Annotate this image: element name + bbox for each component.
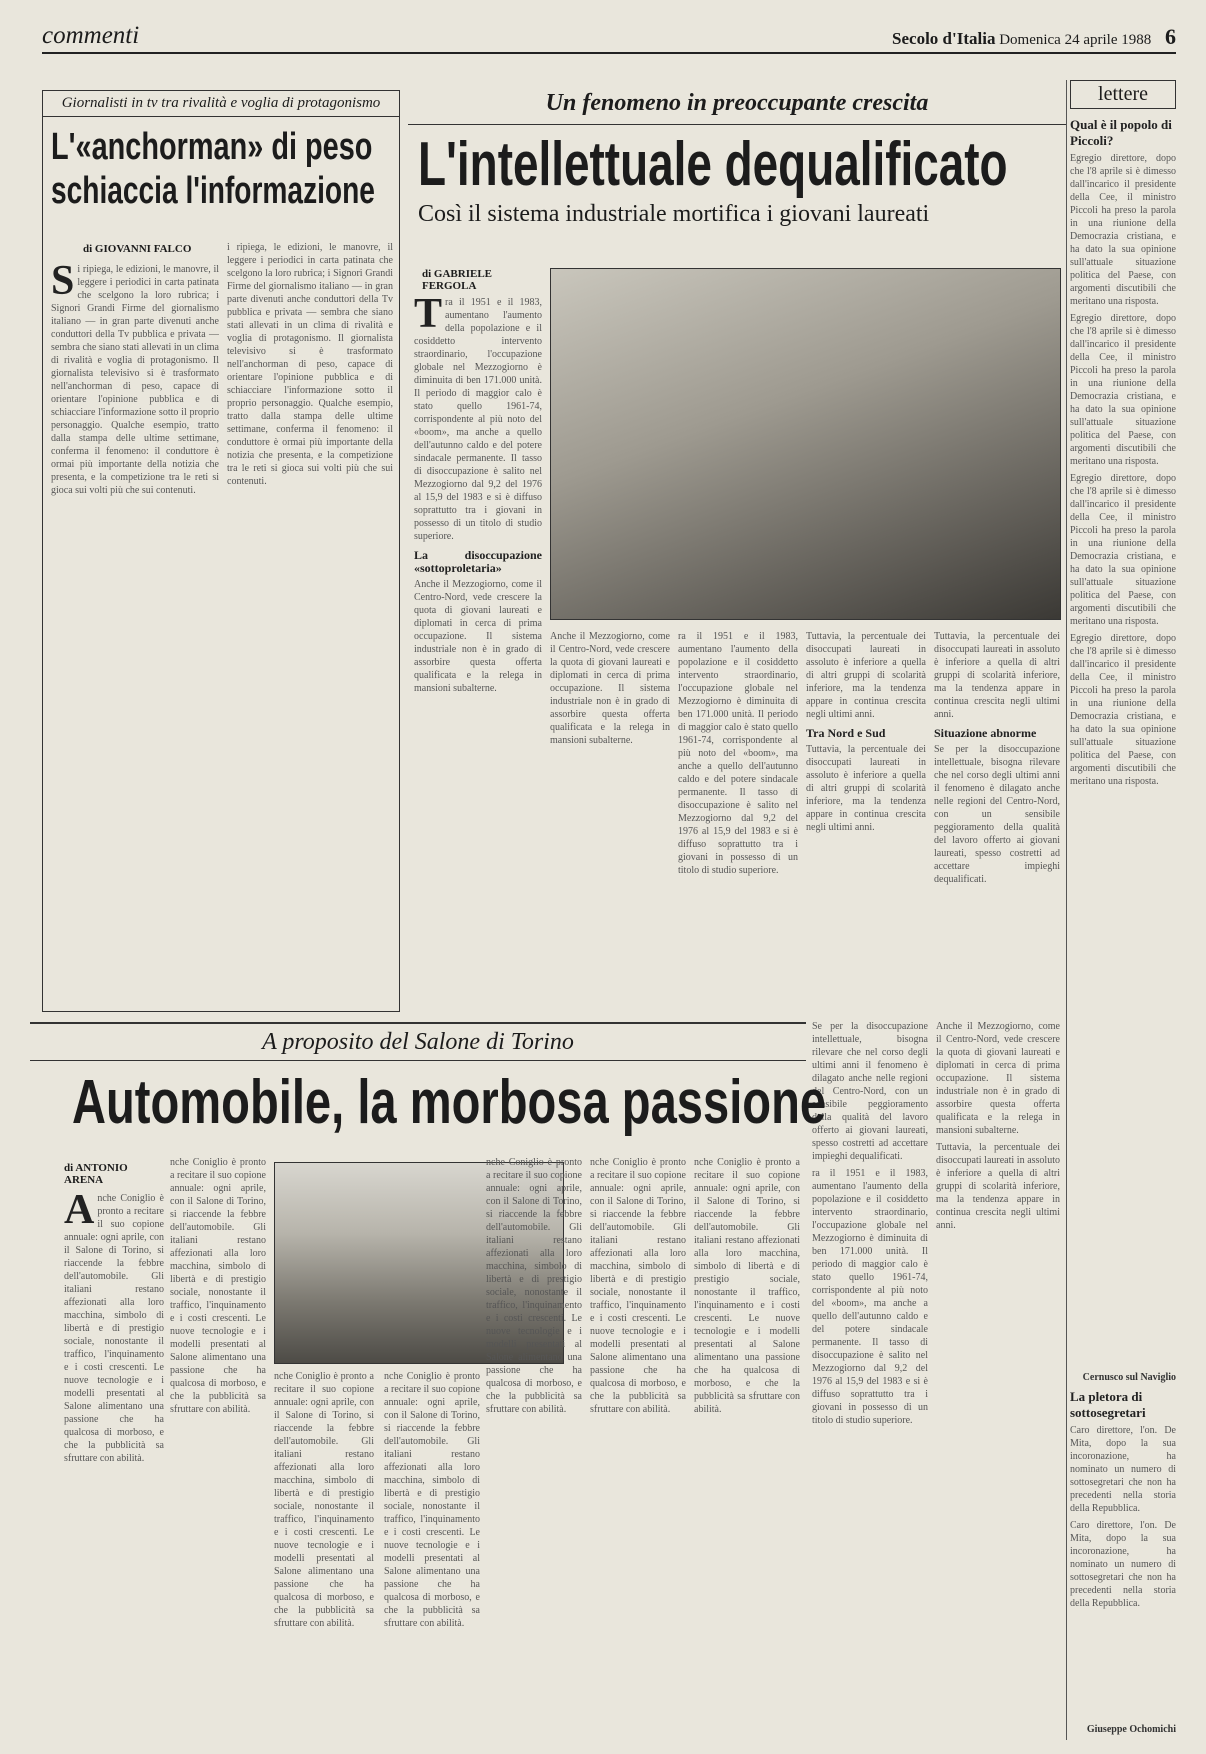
main-text-col4 [806, 630, 926, 1000]
main-subhead-3: Situazione abnorme [934, 726, 1037, 740]
left-title-line1: L'«anchorman» di peso [51, 126, 373, 168]
letters-divider [1066, 80, 1067, 1740]
left-article [42, 90, 400, 1012]
main-body: ra il 1951 e il 1983, aumentano l'aumento della popolazione e il cosiddetto intervento straordinario, l'occupazione globale nel Mezzogiorno è diminuita di ben 171.000 unità. Il periodo di maggior calo è stato quello 1961-74, corrispondente al più noto del «boom», ma anche a quello dell'autunno caldo e del potere sindacale permanente. Il tasso di disoccupazione è salito nel Mezzogiorno dal 9,2 del 1976 al 15,9 del 1983 e si è diffuso soprattutto tra i giovani in possesso di un titolo di studio superiore. [414, 297, 542, 542]
bottom-body-7: nche Coniglio è pronto a recitare il suo copione annuale: ogni aprile, con il Salone di Torino, si riaccende la febbre dell'automobile. Gli italiani restano affezionati alla loro macchina, simbolo di libertà e di prestigio sociale, nonostante il traffico, l'inquinamento e i costi crescenti. Le nuove tecnologie e i modelli presentati al Salone alimentano una passione che ha qualcosa di morboso, e che la pubblicità sa sfruttare con abilità. [694, 1157, 800, 1415]
main-body-6: Se per la disoccupazione intellettuale, bisogna rilevare che nel corso degli ultimi anni il fenomeno è dilagato anche nelle regioni del Centro-Nord, con un sensibile peggioramento della qualità del lavoro offerto ai giovani laureati, spesso costretti ad accettare impieghi dequalificati. [812, 1021, 928, 1162]
main-body-7b: Tuttavia, la percentuale dei disoccupati laureati in assoluto è inferiore a quella di altri gruppi di scolarità inferiore, ma la tendenza appare in continua crescita negli ultimi anni. [936, 1142, 1060, 1231]
bottom-title: Automobile, la morbosa passione [72, 1068, 827, 1137]
main-subhead-1: La disoccupazione «sottoproletaria» [414, 548, 542, 575]
bottom-text-col3 [274, 1370, 374, 1712]
bottom-dropcap: A [64, 1192, 95, 1233]
main-body-5: Tuttavia, la percentuale dei disoccupati laureati in assoluto è inferiore a quella di altri gruppi di scolarità inferiore, ma la tendenza appare in continua crescita negli ultimi anni. [934, 631, 1060, 720]
left-byline: di GIOVANNI FALCO [83, 243, 192, 255]
letters-body-2b: Caro direttore, l'on. De Mita, dopo la sua incoronazione, ha nominato un numero di sottosegretari che non ha precedenti nella storia della Repubblica. [1070, 1520, 1176, 1609]
main-text-col7 [936, 1020, 1060, 1720]
main-body-7: Anche il Mezzogiorno, come il Centro-Nord, vede crescere la quota di giovani laureati e diplomati in cerca di prima occupazione. Il sistema industriale non è in grado di assorbire questa offerta qualificata e la relega in mansioni subalterne. [936, 1021, 1060, 1136]
main-text-col5 [934, 630, 1060, 1000]
letters-text-1 [1070, 152, 1176, 1372]
main-body-6b: ra il 1951 e il 1983, aumentano l'aumento della popolazione e il cosiddetto intervento straordinario, l'occupazione globale nel Mezzogiorno è diminuita di ben 171.000 unità. Il periodo di maggior calo è stato quello 1961-74, corrispondente al più noto del «boom», ma anche a quello dell'autunno caldo e del potere sindacale permanente. Il tasso di disoccupazione è salito nel Mezzogiorno dal 9,2 del 1976 al 15,9 del 1983 e si è diffuso soprattutto tra i giovani in possesso di un titolo di studio superiore. [812, 1168, 928, 1426]
section-name: commenti [42, 22, 140, 49]
main-body-3: ra il 1951 e il 1983, aumentano l'aumento della popolazione e il cosiddetto intervento straordinario, l'occupazione globale nel Mezzogiorno è diminuita di ben 171.000 unità. Il periodo di maggior calo è stato quello 1961-74, corrispondente al più noto del «boom», ma anche a quello dell'autunno caldo e del potere sindacale permanente. Il tasso di disoccupazione è salito nel Mezzogiorno dal 9,2 del 1976 al 15,9 del 1983 e si è diffuso soprattutto tra i giovani in possesso di un titolo di studio superiore. [678, 631, 798, 876]
paper-name: Secolo d'Italia [892, 29, 996, 48]
letters-title-2: La pletora di sottosegretari [1070, 1389, 1146, 1420]
left-text-col2 [227, 241, 393, 1001]
office-photo [550, 268, 1061, 620]
main-text-col2 [550, 630, 670, 1000]
main-title: L'intellettuale dequalificato [418, 130, 1008, 199]
bottom-body-5: nche Coniglio è pronto a recitare il suo copione annuale: ogni aprile, con il Salone di Torino, si riaccende la febbre dell'automobile. Gli italiani restano affezionati alla loro macchina, simbolo di libertà e di prestigio sociale, nonostante il traffico, l'inquinamento e i costi crescenti. Le nuove tecnologie e i modelli presentati al Salone alimentano una passione che ha qualcosa di morboso, e che la pubblicità sa sfruttare con abilità. [486, 1157, 582, 1415]
left-dropcap: S [51, 263, 75, 304]
left-kicker: Giornalisti in tv tra rivalità e voglia di protagonismo [43, 91, 399, 117]
main-dropcap: T [414, 296, 443, 337]
main-body-2: Anche il Mezzogiorno, come il Centro-Nord, vede crescere la quota di giovani laureati e diplomati in cerca di prima occupazione. Il sistema industriale non è in grado di assorbire questa offerta qualificata e la relega in mansioni subalterne. [414, 579, 542, 694]
bottom-text-col4 [384, 1370, 480, 1712]
left-title-line2: schiaccia l'informazione [51, 170, 375, 212]
main-text-col6 [812, 1020, 928, 1720]
header-info [892, 24, 1176, 50]
bottom-text-col5 [486, 1156, 582, 1712]
letters-body-1b: Egregio direttore, dopo che l'8 aprile si è dimesso dall'incarico il presidente della Cee, il ministro Piccoli ha preso la parola in una riunione della Democrazia cristiana, e ha dato la sua opinione sull'attuale situazione politica del Paese, con argomenti discutibili che meritano una risposta. [1070, 313, 1176, 467]
bottom-body-2: nche Coniglio è pronto a recitare il suo copione annuale: ogni aprile, con il Salone di Torino, si riaccende la febbre dell'automobile. Gli italiani restano affezionati alla loro macchina, simbolo di libertà e di prestigio sociale, nonostante il traffico, l'inquinamento e i costi crescenti. Le nuove tecnologie e i modelli presentati al Salone alimentano una passione che ha qualcosa di morboso, e che la pubblicità sa sfruttare con abilità. [170, 1157, 266, 1415]
main-kicker: Un fenomeno in preoccupante crescita [408, 90, 1066, 125]
main-byline: di GABRIELE FERGOLA [422, 268, 492, 292]
letters-tag: lettere [1070, 80, 1176, 109]
letters-column [1070, 80, 1176, 1740]
bottom-body: nche Coniglio è pronto a recitare il suo copione annuale: ogni aprile, con il Salone di Torino, si riaccende la febbre dell'automobile. Gli italiani restano affezionati alla loro macchina, simbolo di libertà e di prestigio sociale, nonostante il traffico, l'inquinamento e i costi crescenti. Le nuove tecnologie e i modelli presentati al Salone alimentano una passione che ha qualcosa di morboso, e che la pubblicità sa sfruttare con abilità. [64, 1193, 164, 1464]
issue-date: Domenica 24 aprile 1988 [999, 32, 1152, 48]
left-text-col1 [51, 263, 219, 1003]
letters-text-2 [1070, 1424, 1176, 1724]
page-header [42, 18, 1176, 54]
main-body-4b: Tuttavia, la percentuale dei disoccupati laureati in assoluto è inferiore a quella di altri gruppi di scolarità inferiore, ma la tendenza appare in continua crescita negli ultimi anni. [806, 744, 926, 833]
letters-body-2: Caro direttore, l'on. De Mita, dopo la sua incoronazione, ha nominato un numero di sottosegretari che non ha precedenti nella storia della Repubblica. [1070, 1425, 1176, 1514]
bottom-text-col1 [64, 1192, 164, 1712]
main-subtitle: Così il sistema industriale mortifica i giovani laureati [418, 201, 930, 227]
bottom-text-col7 [694, 1156, 800, 1712]
main-body-5b: Se per la disoccupazione intellettuale, bisogna rilevare che nel corso degli ultimi anni il fenomeno è dilagato anche nelle regioni del Centro-Nord, con un sensibile peggioramento della qualità del lavoro offerto ai giovani laureati, spesso costretti ad accettare impieghi dequalificati. [934, 744, 1060, 885]
bottom-body-3: nche Coniglio è pronto a recitare il suo copione annuale: ogni aprile, con il Salone di Torino, si riaccende la febbre dell'automobile. Gli italiani restano affezionati alla loro macchina, simbolo di libertà e di prestigio sociale, nonostante il traffico, l'inquinamento e i costi crescenti. Le nuove tecnologie e i modelli presentati al Salone alimentano una passione che ha qualcosa di morboso, e che la pubblicità sa sfruttare con abilità. [274, 1371, 374, 1629]
letters-body-1d: Egregio direttore, dopo che l'8 aprile si è dimesso dall'incarico il presidente della Cee, il ministro Piccoli ha preso la parola in una riunione della Democrazia cristiana, e ha dato la sua opinione sull'attuale situazione politica del Paese, con argomenti discutibili che meritano una risposta. [1070, 633, 1176, 787]
main-body-4: Tuttavia, la percentuale dei disoccupati laureati in assoluto è inferiore a quella di altri gruppi di scolarità inferiore, ma la tendenza appare in continua crescita negli ultimi anni. [806, 631, 926, 720]
bottom-body-6: nche Coniglio è pronto a recitare il suo copione annuale: ogni aprile, con il Salone di Torino, si riaccende la febbre dell'automobile. Gli italiani restano affezionati alla loro macchina, simbolo di libertà e di prestigio sociale, nonostante il traffico, l'inquinamento e i costi crescenti. Le nuove tecnologie e i modelli presentati al Salone alimentano una passione che ha qualcosa di morboso, e che la pubblicità sa sfruttare con abilità. [590, 1157, 686, 1415]
bottom-text-col2 [170, 1156, 266, 1712]
letters-signature-1: Cernusco sul Naviglio [1082, 1372, 1176, 1383]
bottom-body-4: nche Coniglio è pronto a recitare il suo copione annuale: ogni aprile, con il Salone di Torino, si riaccende la febbre dell'automobile. Gli italiani restano affezionati alla loro macchina, simbolo di libertà e di prestigio sociale, nonostante il traffico, l'inquinamento e i costi crescenti. Le nuove tecnologie e i modelli presentati al Salone alimentano una passione che ha qualcosa di morboso, e che la pubblicità sa sfruttare con abilità. [384, 1371, 480, 1629]
page-number: 6 [1165, 24, 1176, 49]
main-text-col3 [678, 630, 798, 1000]
letters-title-1: Qual è il popolo di Piccoli? [1070, 117, 1172, 148]
bottom-article [30, 1022, 827, 1724]
left-body: i ripiega, le edizioni, le manovre, il leggere i periodici in carta patinata che scelgono la loro rubrica; i Signori Grandi Firme del giornalismo italiano — in gran parte divenuti anche conduttori della Tv pubblica e privata — sembra che siano stati allevati in un clima di rivalità e voglia di protagonismo. Il giornalista televisivo si è trasformato nell'anchorman di peso, capace di orientare l'opinione pubblica e di schiacciare l'informazione sotto il proprio personaggio. Qualche esempio, tratto dalla stampa delle ultime settimane, conferma il fenomeno: il conduttore è ormai più importante della notizia che presenta, e la competizione tra le reti si gioca sui volti più che sui contenuti. [51, 264, 219, 496]
main-text-col1 [414, 296, 542, 786]
bottom-kicker: A proposito del Salone di Torino [30, 1024, 806, 1061]
main-body-2b: Anche il Mezzogiorno, come il Centro-Nord, vede crescere la quota di giovani laureati e diplomati in cerca di prima occupazione. Il sistema industriale non è in grado di assorbire questa offerta qualificata e la relega in mansioni subalterne. [550, 631, 670, 746]
left-body-cont: i ripiega, le edizioni, le manovre, il leggere i periodici in carta patinata che scelgono la loro rubrica; i Signori Grandi Firme del giornalismo italiano — in gran parte divenuti anche conduttori della Tv pubblica e privata — sembra che siano stati allevati in un clima di rivalità e voglia di protagonismo. Il giornalista televisivo si è trasformato nell'anchorman di peso, capace di orientare l'opinione pubblica e di schiacciare l'informazione sotto il proprio personaggio. Qualche esempio, tratto dalla stampa delle ultime settimane, conferma il fenomeno: il conduttore è ormai più importante della notizia che presenta, e la competizione tra le reti si gioca sui volti più che sui contenuti. [227, 242, 393, 487]
main-subhead-2: Tra Nord e Sud [806, 726, 886, 740]
bottom-byline: di ANTONIO ARENA [64, 1162, 128, 1186]
bottom-text-col6 [590, 1156, 686, 1712]
letters-body-1: Egregio direttore, dopo che l'8 aprile si è dimesso dall'incarico il presidente della Cee, il ministro Piccoli ha preso la parola in una riunione della Democrazia cristiana, e ha dato la sua opinione sull'attuale situazione politica del Paese, con argomenti discutibili che meritano una risposta. [1070, 153, 1176, 307]
main-article [408, 90, 1066, 1010]
letters-body-1c: Egregio direttore, dopo che l'8 aprile si è dimesso dall'incarico il presidente della Cee, il ministro Piccoli ha preso la parola in una riunione della Democrazia cristiana, e ha dato la sua opinione sull'attuale situazione politica del Paese, con argomenti discutibili che meritano una risposta. [1070, 473, 1176, 627]
letters-signature-2: Giuseppe Ochomichi [1086, 1724, 1176, 1735]
